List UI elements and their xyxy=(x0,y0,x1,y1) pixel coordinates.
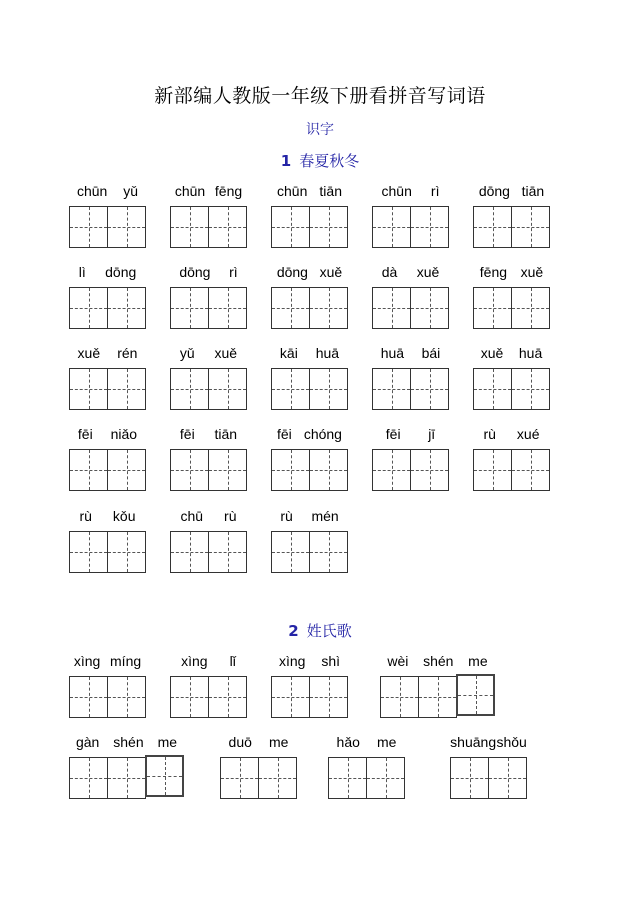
pinyin-row xyxy=(380,652,495,670)
pinyin-syllable: dà xyxy=(381,264,398,280)
writing-box[interactable] xyxy=(271,531,310,573)
word-item xyxy=(271,425,348,493)
page-title: 新部编人教版一年级下册看拼音写词语 xyxy=(154,85,486,107)
pinyin-syllable: kāi xyxy=(279,345,298,361)
pinyin-syllable: tiān xyxy=(521,183,545,199)
word-item xyxy=(271,344,348,412)
writing-box[interactable] xyxy=(271,368,310,410)
pinyin-row xyxy=(170,344,247,362)
writing-boxes xyxy=(69,287,145,329)
pinyin-syllable: bái xyxy=(421,345,441,361)
pinyin-syllable: me xyxy=(269,734,289,750)
pinyin-syllable: rù xyxy=(483,426,496,442)
writing-box[interactable] xyxy=(418,676,457,718)
pinyin-row xyxy=(170,263,247,281)
pinyin-syllable: huā xyxy=(380,345,405,361)
pinyin-syllable: dōng xyxy=(276,264,308,280)
pinyin-syllable: shǒu xyxy=(496,734,527,750)
writing-boxes xyxy=(328,757,404,799)
writing-box[interactable] xyxy=(372,287,411,329)
pinyin-syllable: hǎo xyxy=(336,734,360,750)
writing-box[interactable] xyxy=(208,676,247,718)
writing-boxes xyxy=(69,449,145,491)
pinyin-syllable: xìng xyxy=(278,653,306,669)
pinyin-syllable: shì xyxy=(321,653,341,669)
writing-box[interactable] xyxy=(258,757,297,799)
writing-boxes xyxy=(170,287,246,329)
writing-box[interactable] xyxy=(473,449,512,491)
section-subtitle: 识字 xyxy=(306,122,334,138)
writing-boxes xyxy=(170,531,246,573)
pinyin-syllable: chūn xyxy=(174,183,206,199)
writing-box[interactable] xyxy=(366,757,405,799)
word-item xyxy=(69,263,146,331)
writing-boxes xyxy=(473,368,549,410)
word-item xyxy=(372,182,449,250)
pinyin-row xyxy=(271,425,348,443)
writing-boxes xyxy=(271,368,347,410)
writing-box[interactable] xyxy=(271,449,310,491)
pinyin-syllable: chū xyxy=(180,508,204,524)
pinyin-syllable: rù xyxy=(224,508,237,524)
pinyin-syllable: fēng xyxy=(214,183,243,199)
pinyin-syllable: tiān xyxy=(319,183,342,199)
pinyin-row xyxy=(271,182,348,200)
writing-box[interactable] xyxy=(170,287,209,329)
writing-boxes xyxy=(69,206,145,248)
writing-boxes xyxy=(372,449,448,491)
writing-box[interactable] xyxy=(107,676,146,718)
writing-box[interactable] xyxy=(309,368,348,410)
writing-box[interactable] xyxy=(69,287,108,329)
pinyin-row xyxy=(372,425,449,443)
pinyin-syllable: niǎo xyxy=(110,426,138,442)
writing-box[interactable] xyxy=(511,449,550,491)
writing-boxes xyxy=(271,287,347,329)
pinyin-syllable: dōng xyxy=(179,264,211,280)
lesson-number: 2 xyxy=(288,622,299,640)
pinyin-row xyxy=(450,733,527,751)
writing-box[interactable] xyxy=(511,287,550,329)
pinyin-syllable: chóng xyxy=(303,426,342,442)
writing-box[interactable] xyxy=(511,368,550,410)
writing-box[interactable] xyxy=(410,206,449,248)
pinyin-row xyxy=(69,344,146,362)
word-item xyxy=(372,263,449,331)
word-item xyxy=(372,425,449,493)
writing-boxes xyxy=(69,368,145,410)
writing-box[interactable] xyxy=(107,449,146,491)
writing-box[interactable] xyxy=(473,368,512,410)
pinyin-syllable: fēi xyxy=(77,426,93,442)
writing-boxes xyxy=(220,757,296,799)
word-item xyxy=(69,507,146,575)
writing-box[interactable] xyxy=(380,676,419,718)
writing-boxes xyxy=(372,368,448,410)
writing-box[interactable] xyxy=(410,449,449,491)
pinyin-row xyxy=(170,182,247,200)
writing-box[interactable] xyxy=(170,449,209,491)
pinyin-syllable: yǔ xyxy=(179,345,195,361)
word-item xyxy=(170,263,247,331)
writing-boxes xyxy=(271,676,347,718)
pinyin-syllable: xuě xyxy=(520,264,544,280)
word-item xyxy=(473,263,550,331)
writing-box[interactable] xyxy=(170,676,209,718)
word-item xyxy=(170,507,247,575)
lesson-2-heading xyxy=(0,620,640,641)
word-item xyxy=(271,507,348,575)
pinyin-row xyxy=(473,182,550,200)
writing-boxes xyxy=(69,676,145,718)
writing-box[interactable] xyxy=(410,287,449,329)
pinyin-syllable: chūn xyxy=(76,183,108,199)
pinyin-syllable: me xyxy=(377,734,397,750)
writing-box[interactable] xyxy=(372,449,411,491)
writing-boxes xyxy=(372,287,448,329)
pinyin-syllable: fēi xyxy=(385,426,401,442)
word-item xyxy=(473,425,550,493)
pinyin-row xyxy=(372,344,449,362)
pinyin-syllable: tiān xyxy=(214,426,238,442)
pinyin-row xyxy=(372,182,449,200)
pinyin-syllable: fēng xyxy=(479,264,508,280)
pinyin-syllable: xuě xyxy=(214,345,238,361)
writing-boxes xyxy=(450,757,526,799)
lesson-name: 姓氏歌 xyxy=(306,622,352,640)
writing-box[interactable] xyxy=(309,287,348,329)
pinyin-syllable: rì xyxy=(229,264,238,280)
word-item xyxy=(271,182,348,250)
writing-box[interactable] xyxy=(69,368,108,410)
word-item xyxy=(69,733,184,801)
pinyin-syllable: xìng xyxy=(73,653,101,669)
pinyin-row xyxy=(69,652,146,670)
writing-box[interactable] xyxy=(473,287,512,329)
writing-box[interactable] xyxy=(309,531,348,573)
writing-box[interactable] xyxy=(107,287,146,329)
word-item xyxy=(220,733,297,801)
pinyin-syllable: rì xyxy=(430,183,440,199)
pinyin-syllable: chūn xyxy=(381,183,412,199)
word-item xyxy=(170,182,247,250)
pinyin-syllable: dōng xyxy=(478,183,510,199)
word-item xyxy=(328,733,405,801)
writing-box[interactable] xyxy=(69,757,108,799)
writing-boxes xyxy=(473,449,549,491)
writing-boxes xyxy=(271,206,347,248)
pinyin-syllable: shuāng xyxy=(450,734,497,750)
word-item xyxy=(450,733,527,801)
writing-box[interactable] xyxy=(309,449,348,491)
pinyin-row xyxy=(220,733,297,751)
writing-box[interactable] xyxy=(208,368,247,410)
writing-boxes xyxy=(473,206,549,248)
writing-box[interactable] xyxy=(511,206,550,248)
writing-box[interactable] xyxy=(69,531,108,573)
writing-boxes xyxy=(170,368,246,410)
writing-box[interactable] xyxy=(107,206,146,248)
word-item xyxy=(473,182,550,250)
writing-box[interactable] xyxy=(170,531,209,573)
writing-boxes xyxy=(170,676,246,718)
pinyin-syllable: fēi xyxy=(179,426,195,442)
pinyin-syllable: huā xyxy=(518,345,543,361)
writing-box[interactable] xyxy=(271,206,310,248)
word-item xyxy=(170,425,247,493)
writing-box[interactable] xyxy=(208,531,247,573)
pinyin-syllable: wèi xyxy=(387,653,409,669)
writing-box[interactable] xyxy=(220,757,259,799)
writing-box[interactable] xyxy=(170,368,209,410)
writing-box[interactable] xyxy=(107,757,146,799)
writing-box[interactable] xyxy=(69,676,108,718)
pinyin-syllable: me xyxy=(468,653,488,669)
pinyin-syllable: huā xyxy=(315,345,340,361)
writing-box[interactable] xyxy=(450,757,489,799)
writing-box[interactable] xyxy=(170,206,209,248)
word-item xyxy=(170,344,247,412)
pinyin-row xyxy=(271,507,348,525)
pinyin-row xyxy=(271,652,348,670)
pinyin-syllable: xuě xyxy=(319,264,343,280)
pinyin-row xyxy=(473,263,550,281)
pinyin-row xyxy=(170,652,247,670)
pinyin-row xyxy=(170,425,247,443)
lesson-1-heading xyxy=(0,150,640,171)
pinyin-syllable: mén xyxy=(311,508,339,524)
writing-boxes xyxy=(170,449,246,491)
writing-boxes xyxy=(473,287,549,329)
writing-box[interactable] xyxy=(271,676,310,718)
writing-box[interactable] xyxy=(372,206,411,248)
word-item xyxy=(69,425,146,493)
writing-boxes xyxy=(271,531,347,573)
writing-box[interactable] xyxy=(145,755,184,797)
pinyin-syllable: dōng xyxy=(105,264,137,280)
writing-box[interactable] xyxy=(372,368,411,410)
writing-box[interactable] xyxy=(488,757,527,799)
word-item xyxy=(271,263,348,331)
writing-boxes xyxy=(69,531,145,573)
writing-box[interactable] xyxy=(309,206,348,248)
writing-box[interactable] xyxy=(208,449,247,491)
pinyin-row xyxy=(473,344,550,362)
pinyin-row xyxy=(69,733,184,751)
pinyin-row xyxy=(69,182,146,200)
pinyin-syllable: fēi xyxy=(277,426,292,442)
pinyin-syllable: gàn xyxy=(75,734,100,750)
writing-box[interactable] xyxy=(309,676,348,718)
word-item xyxy=(170,652,247,720)
word-item xyxy=(69,652,146,720)
pinyin-row xyxy=(69,507,146,525)
word-item xyxy=(69,344,146,412)
writing-boxes xyxy=(271,449,347,491)
pinyin-syllable: yǔ xyxy=(123,183,139,199)
pinyin-syllable: xìng xyxy=(181,653,208,669)
pinyin-syllable: rén xyxy=(117,345,138,361)
pinyin-syllable: shén xyxy=(113,734,144,750)
writing-boxes xyxy=(380,676,494,718)
pinyin-row xyxy=(473,425,550,443)
pinyin-syllable: jī xyxy=(428,426,436,442)
writing-box[interactable] xyxy=(208,287,247,329)
pinyin-syllable: xuě xyxy=(416,264,440,280)
pinyin-row xyxy=(271,344,348,362)
writing-box[interactable] xyxy=(410,368,449,410)
pinyin-row xyxy=(170,507,247,525)
pinyin-syllable: rù xyxy=(280,508,293,524)
writing-box[interactable] xyxy=(208,206,247,248)
lesson-number: 1 xyxy=(280,152,292,170)
pinyin-syllable: me xyxy=(157,734,178,750)
writing-box[interactable] xyxy=(473,206,512,248)
word-item xyxy=(473,344,550,412)
lesson-name: 春夏秋冬 xyxy=(299,152,360,170)
pinyin-syllable: kǒu xyxy=(112,508,136,524)
word-item xyxy=(380,652,495,720)
pinyin-syllable: shén xyxy=(423,653,454,669)
pinyin-syllable: chūn xyxy=(277,183,308,199)
pinyin-syllable: míng xyxy=(110,653,142,669)
pinyin-syllable: lì xyxy=(78,264,86,280)
writing-box[interactable] xyxy=(107,368,146,410)
word-item xyxy=(271,652,348,720)
pinyin-row xyxy=(69,425,146,443)
writing-box[interactable] xyxy=(456,674,495,716)
pinyin-syllable: duō xyxy=(228,734,252,750)
word-item xyxy=(372,344,449,412)
writing-box[interactable] xyxy=(69,206,108,248)
pinyin-syllable: lǐ xyxy=(229,653,236,669)
writing-box[interactable] xyxy=(328,757,367,799)
pinyin-syllable: xuě xyxy=(77,345,101,361)
pinyin-row xyxy=(372,263,449,281)
writing-box[interactable] xyxy=(271,287,310,329)
word-item xyxy=(69,182,146,250)
writing-box[interactable] xyxy=(69,449,108,491)
writing-boxes xyxy=(372,206,448,248)
pinyin-row xyxy=(271,263,348,281)
pinyin-row xyxy=(328,733,405,751)
pinyin-syllable: xuě xyxy=(480,345,504,361)
writing-boxes xyxy=(170,206,246,248)
pinyin-syllable: rù xyxy=(79,508,92,524)
pinyin-row xyxy=(69,263,146,281)
pinyin-syllable: xué xyxy=(516,426,540,442)
writing-boxes xyxy=(69,757,183,799)
writing-box[interactable] xyxy=(107,531,146,573)
